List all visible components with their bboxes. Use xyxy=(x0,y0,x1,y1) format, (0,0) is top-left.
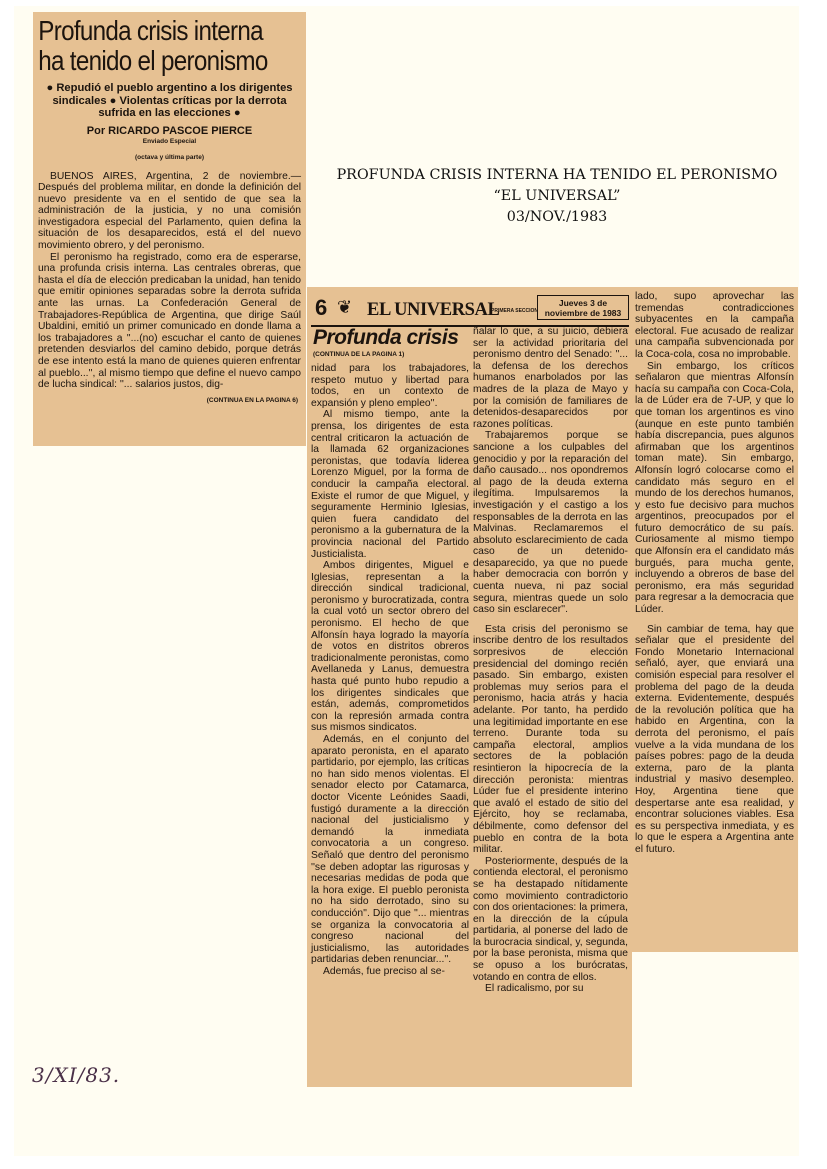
paragraph: Además, en el conjunto del aparato peronista, en el aparato partidario, por ejemplo, las críticas no han sido menos violentas. El senador electo por Catamarca, doctor Vicente Leónides Saadi, fustigó duramente a la dirección nacional del justicialismo y demandó la inmediata convocatoria a un congreso. Señaló que dentro del peronismo ''se deben adoptar las rigurosas y necesarias medidas de poda que la hora exige. El pueblo peronista no ha sido derrotado, sino su conducción''. Dijo que ''... mientras se organiza la convocatoria al congreso nacional del justicialismo, las autoridades partidarias deben renunciar...''. xyxy=(311,734,469,966)
paragraph: nidad para los trabajadores, respeto mutuo y libertad para todos, en un contexto de expansión y pleno empleo''. xyxy=(311,363,469,409)
issue-date-line-2: noviembre de 1983 xyxy=(544,308,622,318)
article-title: Profunda crisis xyxy=(313,326,459,349)
front-body xyxy=(33,161,306,391)
caption-source: “EL UNIVERSAL” xyxy=(493,188,621,204)
column-3 xyxy=(635,291,794,856)
continued-from: (CONTINUA DE LA PAGINA 1) xyxy=(313,351,405,358)
handwritten-date: 3/XI/83. xyxy=(32,1063,121,1087)
headline xyxy=(33,12,316,76)
paragraph: Sin cambiar de tema, hay que señalar que el presidente del Fondo Monetario Internacional señaló, ayer, que enviará una comisión especial para resolver el problema del pago de la deuda externa. Evidentemente, después de la revolución política que ha habido en Argentina, con la derrota del peronismo, el país vuelve a la vida mundana de los países pobres: pago de la deuda externa, paro de la planta industrial y masivo desempleo. Hoy, Argentina tiene que despertarse ante esa realidad, y encontrar soluciones viables. Esa es su perspectiva inmediata, y es lo que le espera a Argentina ante el futuro. xyxy=(635,623,794,855)
continued-note: (CONTINUA EN LA PAGINA 6) xyxy=(206,396,298,404)
caption-title: PROFUNDA CRISIS INTERNA HA TENIDO EL PERONISMO xyxy=(336,167,778,183)
headline-line-1: Profunda crisis interna xyxy=(38,15,263,46)
paragraph: Ambos dirigentes, Miguel e Iglesias, representan a la dirección sindical tradicional, peronismo y burocratizada, contra la cual votó un sector obrero del peronismo. El hecho de que Alfonsín haya logrado la mayoría de votos en distritos obreros tradicionalmente peronistas, como Avellaneda y Lanus, demuestra hasta qué punto hubo repudio a los dirigentes sindicales que están, además, comprometidos con la represión armada contra sus mismos sindicatos. xyxy=(311,560,469,734)
eagle-emblem-icon: ❦ xyxy=(337,297,353,317)
paragraph: Sin embargo, los críticos señalaron que mientras Alfonsín hacía su campaña con Coca-Cola, la de Lúder era de 7-UP, y que lo que toman los argentinos es vino (aunque en este punto también había discrepancia, pues algunos afirmaban que los argentinos toman mate). Sin embargo, Alfonsín logró colocarse como el candidato más seguro en el mundo de los derechos humanos, y esto fue decisivo para muchos argentinos, preocupados por el futuro democrático de su país. Curiosamente al mismo tiempo que Alfonsín era el candidato más burgués, para mucha gente, incluyendo a obreros de base del peronismo, era más seguridad para regresar a la democracia que Lúder. xyxy=(635,360,794,616)
paragraph: Posteriormente, después de la contienda electoral, el peronismo se ha destapado nítidamente como movimiento contradictorio con dos orientaciones: la primera, en la dirección de la cúpula partidaria, al ponerse del lado de la burocracia sindical, y, segunda, por la base peronista, misma que se opuso a los burócratas, votando en contra de ellos. xyxy=(473,855,628,983)
front-page-clipping xyxy=(33,12,306,446)
deck: ● Repudió el pueblo argentino a los dirigentes sindicales ● Violentas críticas por la derrota sufrida en las elecciones ● xyxy=(46,82,293,119)
paragraph: lado, supo aprovechar las tremendas contradicciones subyacentes en la campaña electoral. Fue acusado de realizar una campaña subvencionada por la Coca-cola, cosa no improbable. xyxy=(635,291,794,360)
archive-caption xyxy=(312,165,802,228)
headline-line-2: ha tenido el peronismo xyxy=(38,45,268,76)
masthead xyxy=(311,295,629,327)
column-1 xyxy=(311,363,469,977)
paragraph: Esta crisis del peronismo se inscribe dentro de los resultados sorpresivos de elección presidencial del domingo recién pasado. Sin embargo, existen problemas muy serios para el peronismo, hacia atrás y hacia adelante. Por tanto, ha perdido una legitimidad importante en ese terreno. Durante toda su campaña electoral, amplios sectores de la población resintieron la hipocrecía de la dirección peronista: mientras Lúder fue el presidente interino que avaló el estado de sitio del Ejército, hoy se reclamaba, débilmente, como defensor del pueblo en contra de la bota militar. xyxy=(473,623,628,856)
series-part: (octava y última parte) xyxy=(135,153,204,161)
section-label: PRIMERA SECCION xyxy=(491,308,539,314)
byline: Por RICARDO PASCOE PIERCE xyxy=(86,124,253,137)
column-2 xyxy=(473,326,628,995)
page-number: 6 xyxy=(315,295,328,320)
issue-date xyxy=(537,295,629,320)
paragraph: Trabajaremos porque se sancione a los culpables del genocidio y por la reparación del daño causado... nos opondremos al pago de la deuda externa ilegítima. Impulsaremos la investigación y el castigo a los responsables de la derrota en las Malvinas. Reclamaremos el absoluto esclarecimiento de cada caso de un detenido-desaparecido, ya que no puede haber democracia con borrón y cuenta nueva, ni paz social segura, mientras quede un solo caso sin esclarecer''. xyxy=(473,430,628,616)
paragraph: BUENOS AIRES, Argentina, 2 de noviembre.— Después del problema militar, en donde la definición del nuevo presidente va en el sentido de que sea la administración de la justicia, y no una comisión investigadora especial del Parlamento, quien defina la situación de los desaparecidos, está el del nuevo movimiento obrero, y del peronismo. xyxy=(38,170,301,252)
paragraph: Además, fue preciso al se- xyxy=(323,965,445,977)
paragraph: El peronismo ha registrado, como era de esperarse, una profunda crisis interna. Las centrales obreras, que hasta el día de elección predicaban la unidad, han tenido que emitir opiniones separadas sobre la derrota sufrida ante las urnas. La Confederación General de Trabajadores-República de Argentina, que dirige Saúl Ubaldini, emitió un primer comunicado en donde llama a los trabajadores a ''...(no) escuchar el canto de quienes pretenden desviarlos del camino debido, porque detrás de ese intento está la mano de quienes quieren enfrentar al pueblo...'', al mismo tiempo que define el nuevo campo de lucha sindical: ''... salarios justos, dig- xyxy=(38,251,301,391)
byline-role: Enviado Especial xyxy=(142,137,197,145)
paragraph: ñalar lo que, a su juicio, debiera ser la actividad prioritaria del peronismo dentro del Senado: ''... la defensa de los derechos humanos enarbolados por las madres de la plaza de Mayo y por la comisión de familiares de detenidos-desaparecidos por razones políticas. xyxy=(473,326,628,430)
paragraph: El radicalismo, por su xyxy=(485,983,584,995)
issue-date-line-1: Jueves 3 de xyxy=(558,298,608,308)
paragraph: Al mismo tiempo, ante la prensa, los dirigentes de esta central criticaron la actuación de la llamada 62 organizaciones peronistas, que todavía liderea Lorenzo Miguel, por la forma de conducir la campaña electoral. Existe el rumor de que Miguel, y seguramente Herminio Iglesias, quien fuera candidato del peronismo a la gubernatura de la provincia nacional del Partido Justicialista. xyxy=(311,409,469,560)
inside-page-clipping xyxy=(307,287,632,1087)
newspaper-name: EL UNIVERSAL xyxy=(367,300,500,320)
caption-date: 03/NOV./1983 xyxy=(506,209,608,225)
inside-page-clipping-column-3 xyxy=(630,287,798,952)
